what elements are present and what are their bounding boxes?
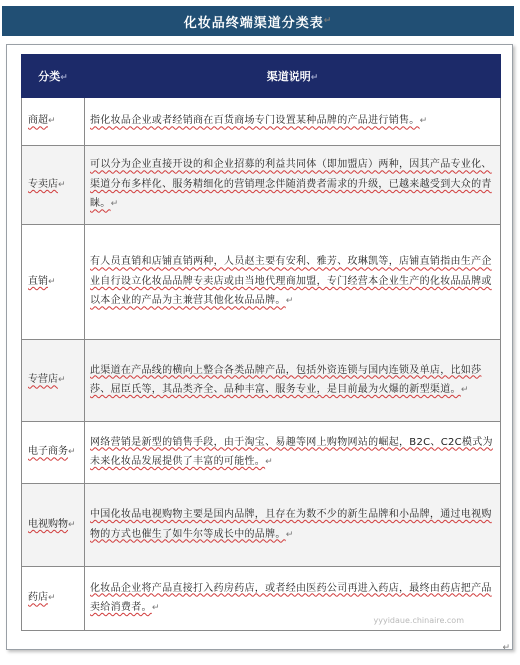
category-cell: 直销↵ <box>22 225 85 340</box>
paragraph-end-mark: ↵ <box>502 643 510 653</box>
channel-table-frame <box>6 44 513 650</box>
description-cell: 化妆品企业将产品直接打入药房药店，或者经由医药公司再进入药店，最终由药店把产品卖给消费者。↵ <box>85 567 501 631</box>
paragraph-mark: ↵ <box>323 16 333 26</box>
description-cell: 可以分为企业直接开设的和企业招募的利益共同体（即加盟店）两种，因其产品专业化、渠道分布多样化、服务精细化的营销理念伴随消费者需求的升级，已越来越受到大众的青睐。↵ <box>85 146 501 225</box>
table-row <box>22 98 501 146</box>
category-cell: 药店↵ <box>22 567 85 631</box>
watermark-text: yyyidaue.chinaire.com <box>373 616 464 625</box>
description-cell: 中国化妆品电视购物主要是国内品牌，且存在为数不少的新生品牌和小品牌，通过电视购物的方式也催生了如牛尔等成长中的品牌。↵ <box>85 484 501 567</box>
table-row <box>22 146 501 225</box>
description-cell: 指化妆品企业或者经销商在百货商场专门设置某种品牌的产品进行销售。↵ <box>85 98 501 146</box>
description-cell: 此渠道在产品线的横向上整合各类品牌产品，包括外资连锁与国内连锁及单店，比如莎莎、屈臣氏等，其品类齐全、品种丰富、服务专业，是目前最为火爆的新型渠道。↵ <box>85 340 501 422</box>
category-cell: 专卖店↵ <box>22 146 85 225</box>
table-title-banner <box>2 6 514 36</box>
table-row <box>22 340 501 422</box>
channel-table <box>21 54 501 631</box>
category-cell: 电视购物↵ <box>22 484 85 567</box>
header-description: 渠道说明↵ <box>85 55 501 98</box>
header-category: 分类↵ <box>22 55 85 98</box>
description-cell: 网络营销是新型的销售手段，由于淘宝、易趣等网上购物网站的崛起，B2C、C2C模式为未来化妆品发展提供了丰富的可能性。↵ <box>85 422 501 484</box>
table-title: 化妆品终端渠道分类表 <box>183 15 324 31</box>
table-row <box>22 484 501 567</box>
category-cell: 电子商务↵ <box>22 422 85 484</box>
description-cell: 有人员直销和店铺直销两种，人员赵主要有安利、雅芳、玫琳凯等，店铺直销指由生产企业自行设立化妆品品牌专卖店或由当地代理商加盟，专门经营本企业生产的化妆品品牌或以本企业的产品为主兼营其他化妆品品牌。↵ <box>85 225 501 340</box>
table-header-row <box>22 55 501 98</box>
category-cell: 商超↵ <box>22 98 85 146</box>
category-cell: 专营店↵ <box>22 340 85 422</box>
table-row <box>22 225 501 340</box>
table-row <box>22 422 501 484</box>
